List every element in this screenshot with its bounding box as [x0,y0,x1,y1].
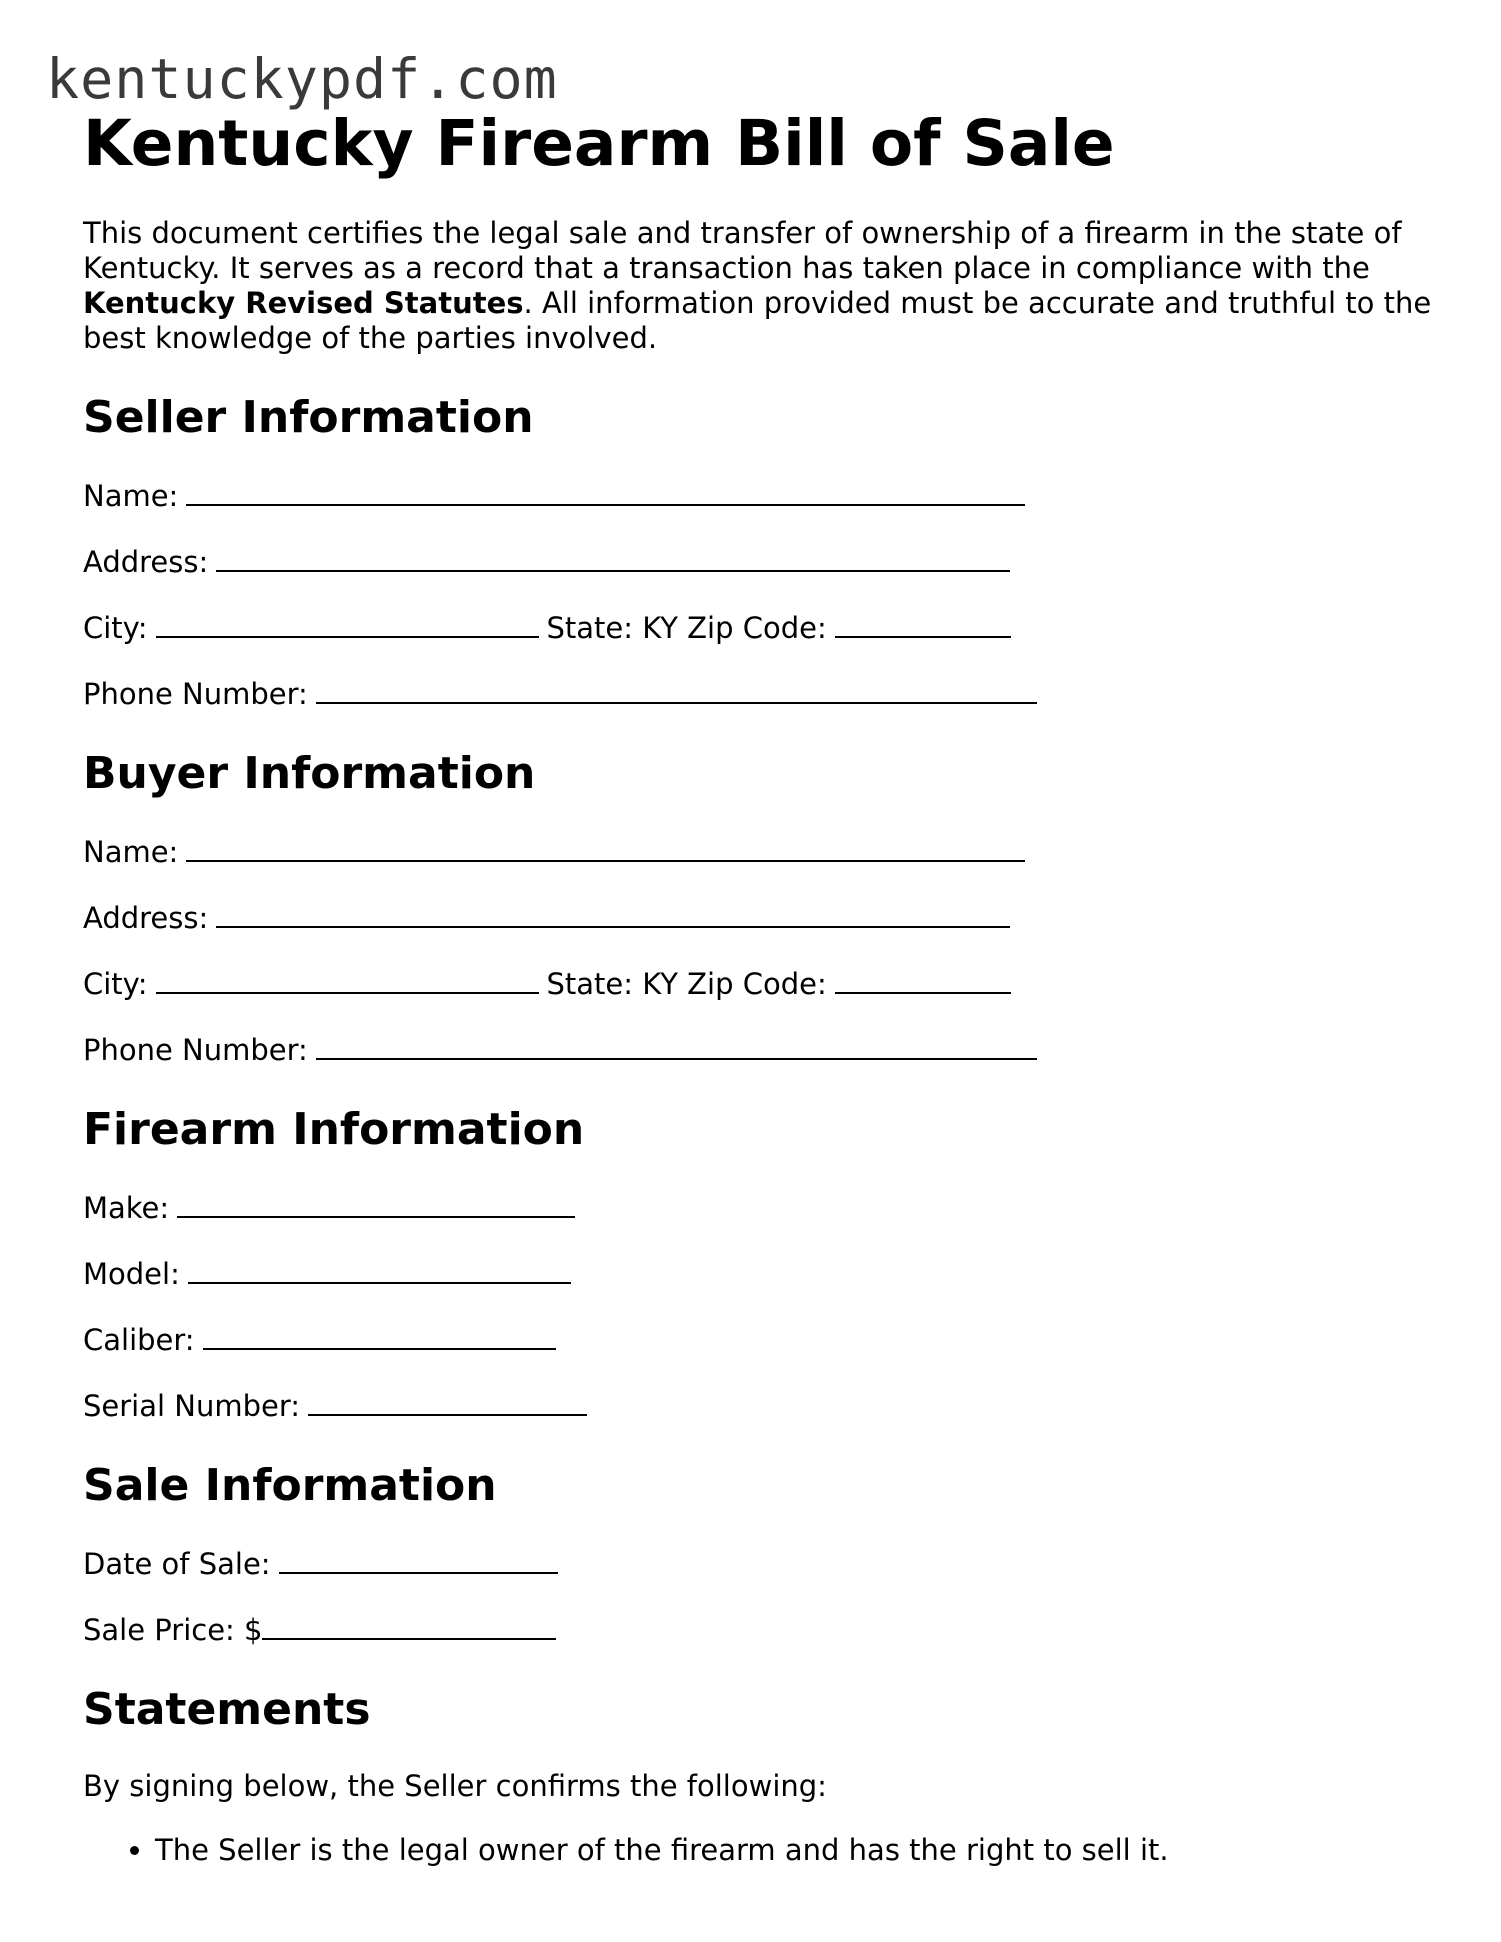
intro-statutes-bold: Kentucky Revised Statutes [83,286,524,320]
firearm-model-row [83,1254,1443,1292]
seller-phone-row [83,674,1443,712]
seller-address-field[interactable] [216,542,1010,572]
buyer-name-field[interactable] [186,832,1025,862]
firearm-caliber-label: Caliber: [83,1323,195,1357]
seller-phone-label: Phone Number: [83,677,308,711]
statement-item: • The Seller is the legal owner of the firearm and has the right to sell it. [155,1832,1443,1868]
firearm-make-label: Make: [83,1191,170,1225]
buyer-phone-row [83,1030,1443,1068]
sale-price-row [83,1610,1443,1648]
firearm-serial-row [83,1386,1443,1424]
seller-zip-field[interactable] [835,608,1011,638]
intro-paragraph [83,216,1433,356]
sale-heading: Sale Information [83,1460,497,1511]
buyer-address-row [83,898,1443,936]
site-watermark: kentuckypdf.com [46,47,558,111]
firearm-caliber-row [83,1320,1443,1358]
seller-heading: Seller Information [83,392,534,443]
firearm-serial-label: Serial Number: [83,1389,301,1423]
seller-city-field[interactable] [156,608,539,638]
firearm-section [83,1102,1443,1424]
firearm-caliber-field[interactable] [203,1320,556,1350]
intro-text-end: . All information provided must be accurate and truthful to the best knowledge of the parties involved. [83,286,1432,355]
seller-state-zip-label: State: KY Zip Code: [546,611,827,645]
seller-section [83,390,1443,712]
statements-section [83,1682,1443,1868]
sale-price-label: Sale Price: $ [83,1613,263,1647]
seller-city-row [83,608,1443,646]
document-title: Kentucky Firearm Bill of Sale [83,107,1115,180]
buyer-heading: Buyer Information [83,748,536,799]
buyer-phone-field[interactable] [316,1030,1037,1060]
seller-city-label: City: [83,611,148,645]
firearm-make-row [83,1188,1443,1226]
buyer-section [83,746,1443,1068]
firearm-model-field[interactable] [188,1254,571,1284]
buyer-city-label: City: [83,967,148,1001]
intro-text-start: This document certifies the legal sale and transfer of ownership of a firearm in the state of Kentucky. It serves as a record that a transaction has taken place in compliance with the [83,216,1402,285]
seller-address-label: Address: [83,545,209,579]
buyer-address-field[interactable] [216,898,1010,928]
statements-list [83,1832,1443,1868]
sale-date-label: Date of Sale: [83,1547,271,1581]
seller-name-field[interactable] [186,476,1025,506]
firearm-make-field[interactable] [177,1188,575,1218]
buyer-phone-label: Phone Number: [83,1033,308,1067]
firearm-model-label: Model: [83,1257,180,1291]
statements-heading: Statements [83,1684,371,1735]
buyer-city-row [83,964,1443,1002]
sale-date-field[interactable] [279,1544,558,1574]
sale-price-field[interactable] [262,1610,556,1640]
buyer-address-label: Address: [83,901,209,935]
sale-section [83,1458,1443,1648]
buyer-zip-field[interactable] [835,964,1011,994]
document-body [83,104,1443,1868]
firearm-serial-field[interactable] [308,1386,587,1416]
seller-address-row [83,542,1443,580]
statements-lead: By signing below, the Seller confirms the following: [83,1769,827,1803]
seller-name-row [83,476,1443,514]
firearm-heading: Firearm Information [83,1104,585,1155]
sale-date-row [83,1544,1443,1582]
buyer-city-field[interactable] [156,964,539,994]
seller-name-label: Name: [83,479,179,513]
buyer-state-zip-label: State: KY Zip Code: [546,967,827,1001]
buyer-name-row [83,832,1443,870]
buyer-name-label: Name: [83,835,179,869]
seller-phone-field[interactable] [316,674,1037,704]
